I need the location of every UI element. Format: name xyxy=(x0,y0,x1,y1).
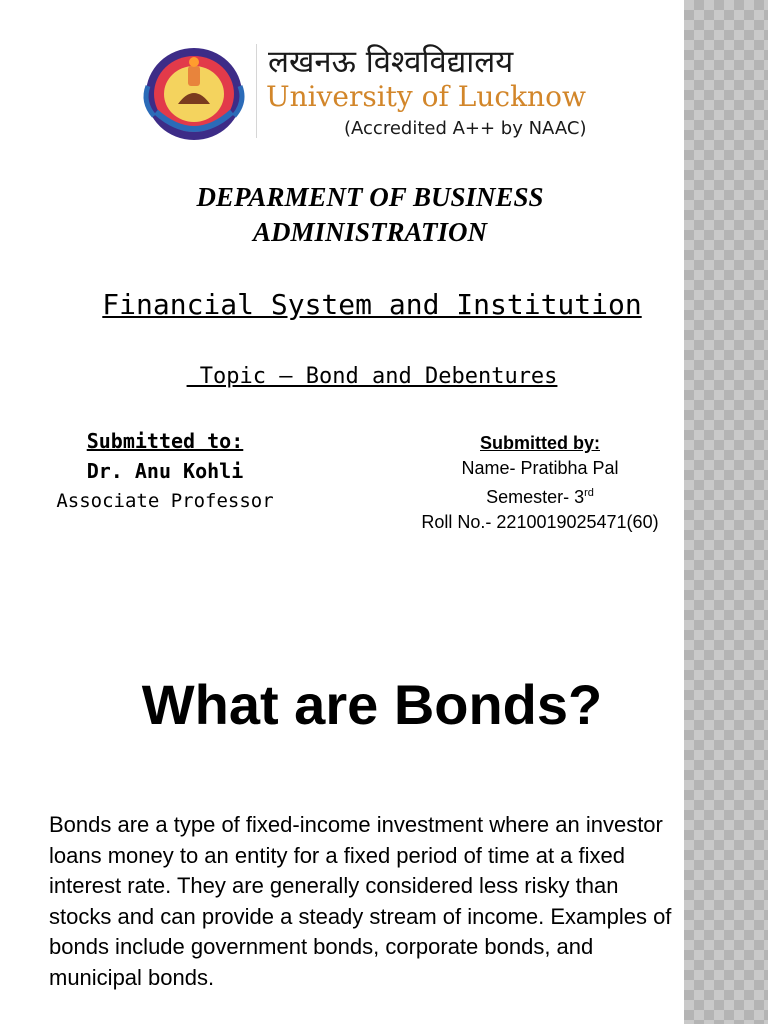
submitted-by-block xyxy=(390,430,690,535)
section-heading: What are Bonds? xyxy=(141,673,603,736)
accreditation-text: (Accredited A++ by NAAC) xyxy=(344,118,587,139)
professor-role: Associate Professor xyxy=(56,490,274,512)
submitted-by-heading: Submitted by: xyxy=(480,433,600,453)
submitted-to-heading: Submitted to: xyxy=(86,429,244,453)
department-title-line1: DEPARMENT OF BUSINESS xyxy=(196,182,544,212)
topic-title: Topic – Bond and Debentures xyxy=(186,364,558,389)
submitted-to-block xyxy=(40,426,290,516)
course-title: Financial System and Institution xyxy=(102,288,642,321)
department-title-line2: ADMINISTRATION xyxy=(252,217,488,247)
semester-suffix: rd xyxy=(584,487,594,499)
semester-text: Semester- 3 xyxy=(486,487,585,507)
roll-number: Roll No.- 2210019025471(60) xyxy=(421,512,659,532)
university-name-hindi: लखनऊ विश्वविद्यालय xyxy=(268,44,514,80)
university-name-english: University of Lucknow xyxy=(266,80,586,113)
university-seal-icon xyxy=(138,42,248,142)
student-name: Name- Pratibha Pal xyxy=(461,458,619,478)
logo-divider xyxy=(256,44,257,138)
semester-line xyxy=(390,481,690,510)
professor-name: Dr. Anu Kohli xyxy=(86,459,244,483)
section-paragraph: Bonds are a type of fixed-income investment where an investor loans money to an entity for a fixed period of time at a fixed interest rate. They are generally considered less risky than stocks and can provide a steady stream of income. Examples of bonds include government bonds, corporate bonds, and municipal bonds. xyxy=(49,812,672,990)
side-pattern-strip xyxy=(684,0,768,1024)
